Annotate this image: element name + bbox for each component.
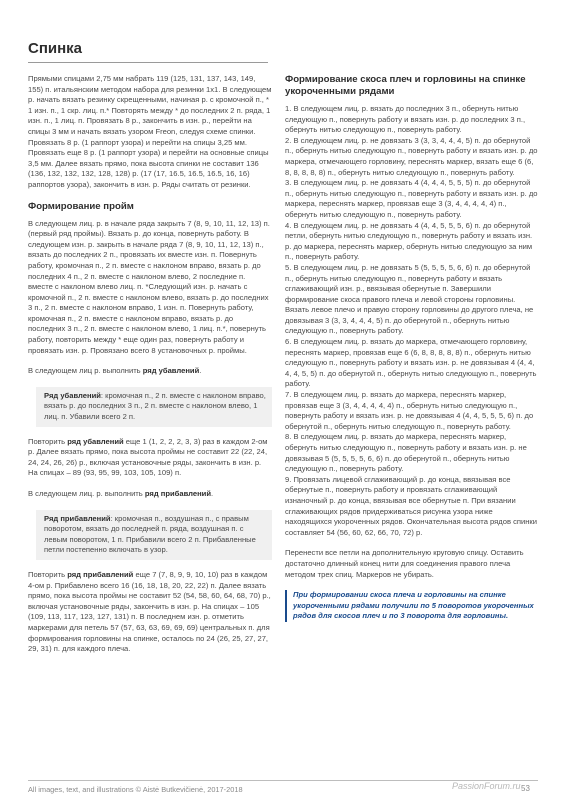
watermark: PassionForum.ru [452, 781, 521, 791]
decrease-term: ряд убавлений [142, 366, 200, 376]
decrease-box [36, 387, 272, 427]
final-paragraph: Перенести все петли на дополнительную круговую спицу. Оставить достаточно длинный конец нити для соединения правого плеча методом трех спиц. Маркеров не убирать. [285, 548, 524, 579]
decrease-repeat-text: еще 1 (1, 2, 2, 2, 3, 3) раз в каждом 2-ом р. Далее вязать прямо, пока высота проймы не составит 22 (22, 24, 24, 24, 26, 26) р., включая установочные ряды, закончить в изн. р. На спицах – 89 (93, 95, 99, 103, 105, 109) п. [28, 436, 268, 478]
decrease-box-label: Ряд убавлений [44, 390, 101, 400]
increase-box [36, 510, 272, 560]
step-5: 5. В следующем лиц. р. не довязать 5 (5, 5, 5, 5, 6, 6) п. до обернутой п., обернуть нитью следующую п., повернуть работу и вязать сглаживающий изн. р., ввязывая обернутые п. Завершили формирование скоса правого плеча и левой стороны горловины. Вязать левое плечо и правую сторону горловины до другого плеча, не довязывая 3 (3, 3, 4, 4, 4, 5) п. до обернутой п., обернуть нитью следующую п., повернуть работу. [285, 262, 534, 336]
left-column [28, 74, 272, 665]
decrease-intro-text: В следующем лиц р. выполнить [28, 366, 141, 376]
increase-repeat-term: ряд прибавлений [67, 569, 134, 579]
step-1: 1. В следующем лиц. р. вязать до последних 3 п., обернуть нитью следующую п., повернуть работу и вязать изн. р. до последних 3 п., обернуть нитью следующую п., повернуть работу. [285, 104, 526, 135]
decrease-repeat-pre: Повторить [28, 436, 66, 446]
intro-paragraph: Прямыми спицами 2,75 мм набрать 119 (125, 131, 137, 143, 149, 155) п. итальянским методом набора для резинки 1х1. В следующем р. начать вязать резинку скрещенными, начиная р. с кромочной п., * 1 изн. п., 1 скр. лиц. п.* Повторять между * до последних 2 п. ряда, 1 изн. п., 1 лиц. п. Провязать 8 р., закончить в изн. р., перейти на спицы 3 мм и начать вязать узором Freon, следуя схеме спинки. Провязать 8 р. (1 раппорт узора) и перейти на спицы 3,25 мм. Провязать еще 8 р. (1 раппорт узора) и перейти на основные спицы 3,5 мм. Далее вязать прямо, пока высота спинки не составит 136 (136, 132, 132, 132, 128, 128) р. (17 (17, 16.5, 16.5, 16.5, 16, 16) раппортов узора), закончить в изн. р. Ряды считать от резинки. [28, 74, 272, 189]
increase-term: ряд прибавлений [144, 489, 212, 498]
page-title: Спинка [28, 40, 83, 57]
decrease-intro: В следующем лиц р. выполнить ряд убавлений. [28, 366, 202, 376]
increase-intro-text: В следующем лиц. р. выполнить [28, 489, 143, 498]
right-column [285, 74, 539, 632]
decrease-box-text: : кромочная п., 2 п. вместе с наклоном вправо, вязать р. до последних 3 п., 2 п. вместе с наклоном влево, 1 лиц. п. Убавили всего 2 п. [44, 390, 266, 422]
note-box: При формировании скоса плеча и горловины на спинке укороченными рядами получили по 5 поворотов укороченных рядов для скосов плеч и по 3 поворота для горловины. [285, 590, 539, 622]
armhole-paragraph: В следующем лиц. р. в начале ряда закрыть 7 (8, 9, 10, 11, 12, 13) п. (первый ряд проймы). Вязать р. до конца, повернуть работу. В следующем изн. р. закрыть в начале ряда 7 (8, 9, 10, 11, 12, 13) п., вязать до последних 2 п., провязать их вместе изн. п. Повернуть работу, кромочная п., 2 п. вместе с наклоном вправо, вязать р. до последних 4 п., 2 п. вместе с наклоном влево, 2 последние п. вместе с наклоном влево лиц. п. *Следующий изн. р. начать с кромочной п., 2 п. вместе с наклоном влево, вязать р. до последних 3 п., 2 п. вместе с наклоном вправо, 1 изн. п. Повернуть работу, кромочная п., 2 п. вместе с наклоном вправо, вязать р. до последних 3 п., 2 п. вместе с наклоном влево, 1 лиц. п.*, повернуть работу, повторить между * еще один раз, повернуть работу и провязать изн. р. Провязано всего 8 установочных р. проймы. [28, 218, 270, 355]
decrease-repeat-term: ряд убавлений [67, 436, 124, 446]
increase-repeat-text: еще 7 (7, 8, 9, 9, 10, 10) раз в каждом 4-ом р. Прибавлено всего 16 (16, 18, 18, 20, 22, 22) п. Далее вязать прямо, пока высота проймы не составит 52 (54, 58, 60, 64, 68, 70) р., включая установочные ряды, закончить в изн. р. На спицах – 105 (109, 113, 117, 123, 127, 131) п. В последнем изн. р. отметить маркерами для петель 57 (57, 63, 63, 69, 69, 69) центральных п. для формирования горловины на спинке, осталось по 24 (26, 25, 27, 27, 29, 31) п. для каждого плеча. [28, 569, 271, 654]
decrease-repeat [28, 437, 272, 479]
increase-intro: В следующем лиц. р. выполнить ряд прибавлений. [28, 489, 214, 498]
increase-repeat-pre: Повторить [28, 569, 66, 579]
step-8: 8. В следующем лиц. р. вязать до маркера, переснять маркер, обернуть нитью следующую п., повернуть работу и вязать изн. р. не довязывая 5 (5, 5, 5, 5, 6, 6) п. до обернутой п., обернуть нитью следующую п., повернуть работу. [285, 432, 527, 474]
step-4: 4. В следующем лиц. р. не довязать 4 (4, 4, 5, 5, 5, 6) п. до обернутой петли, обернуть нитью следующую п., повернуть работу и вязать изн. р. до маркера, переснять маркер, обернуть нитью следующую за ним п., повернуть работу. [285, 220, 533, 262]
step-2: 2. В следующем лиц. р. не довязать 3 (3, 3, 4, 4, 4, 5) п. до обернутой п., обернуть нитью следующую п., повернуть работу и вязать изн. р. до маркера, отмечающего горловину, переснять маркер, вязать еще 6 (6, 8, 8, 8, 8, 8) п., обернуть нитью следующую п., повернуть работу. [285, 135, 538, 177]
armhole-heading: Формирование пройм [28, 200, 134, 212]
step-7: 7. В следующем лиц. р. вязать до маркера, переснять маркер, провязав еще 3 (3, 4, 4, 4, 4, 4) п., обернуть нитью следующую п., повернуть работу и вязать изн. р. не довязывая 4 (4, 4, 5, 5, 5, 6) п. до обернутой п., обернуть нитью следующую п., повернуть работу. [285, 390, 534, 431]
increase-repeat [28, 570, 272, 655]
copyright-text: All images, text, and illustrations © Aistė Butkevičienė, 2017-2018 [28, 785, 243, 794]
page-number: 53 [521, 784, 530, 793]
title-divider [28, 62, 268, 63]
step-3: 3. В следующем лиц. р. не довязать 4 (4, 4, 4, 5, 5, 5) п. до обернутой п., обернуть нитью следующую п., повернуть работу и вязать изн. р. до маркера, переснять маркер, провязав еще 3 (3, 4, 4, 4, 4, 4) п., обернуть нитью следующую п., повернуть работу. [285, 178, 538, 219]
increase-box-label: Ряд прибавлений [44, 513, 111, 523]
step-9: 9. Провязать лицевой сглаживающий р. до конца, ввязывая все обернутые п., повернуть работу и провязать сглаживающий изнаночный р. до конца, ввязывая все обернутые п. При вязании сглаживающих рядов придерживаться рисунка узора ниже находящихся укороченных рядов. Окончательная высота рядов спинки составляет 54 (56, 60, 62, 66, 70, 72) р. [285, 474, 537, 537]
step-6: 6. В следующем лиц. р. вязать до маркера, отмечающего горловину, переснять маркер, провязав еще 6 (6, 8, 8, 8, 8, 8) п., обернуть нитью следующую п., повернуть работу и вязать изн. р. не довязывая 4 (4, 4, 4, 4, 5, 5) п. до обернутой п., обернуть нитью следующую п., повернуть работу. [285, 337, 537, 389]
shoulder-heading: Формирование скоса плеч и горловины на спинке укороченными рядами [285, 74, 526, 97]
increase-box-text: : кромочная п., воздушная п., с правым поворотом, вязать до последней п. ряда, воздушная п. с левым поворотом, 1 п. Прибавили всего 2 п. Прибавленные петли постепенно включать в узор. [44, 513, 256, 555]
